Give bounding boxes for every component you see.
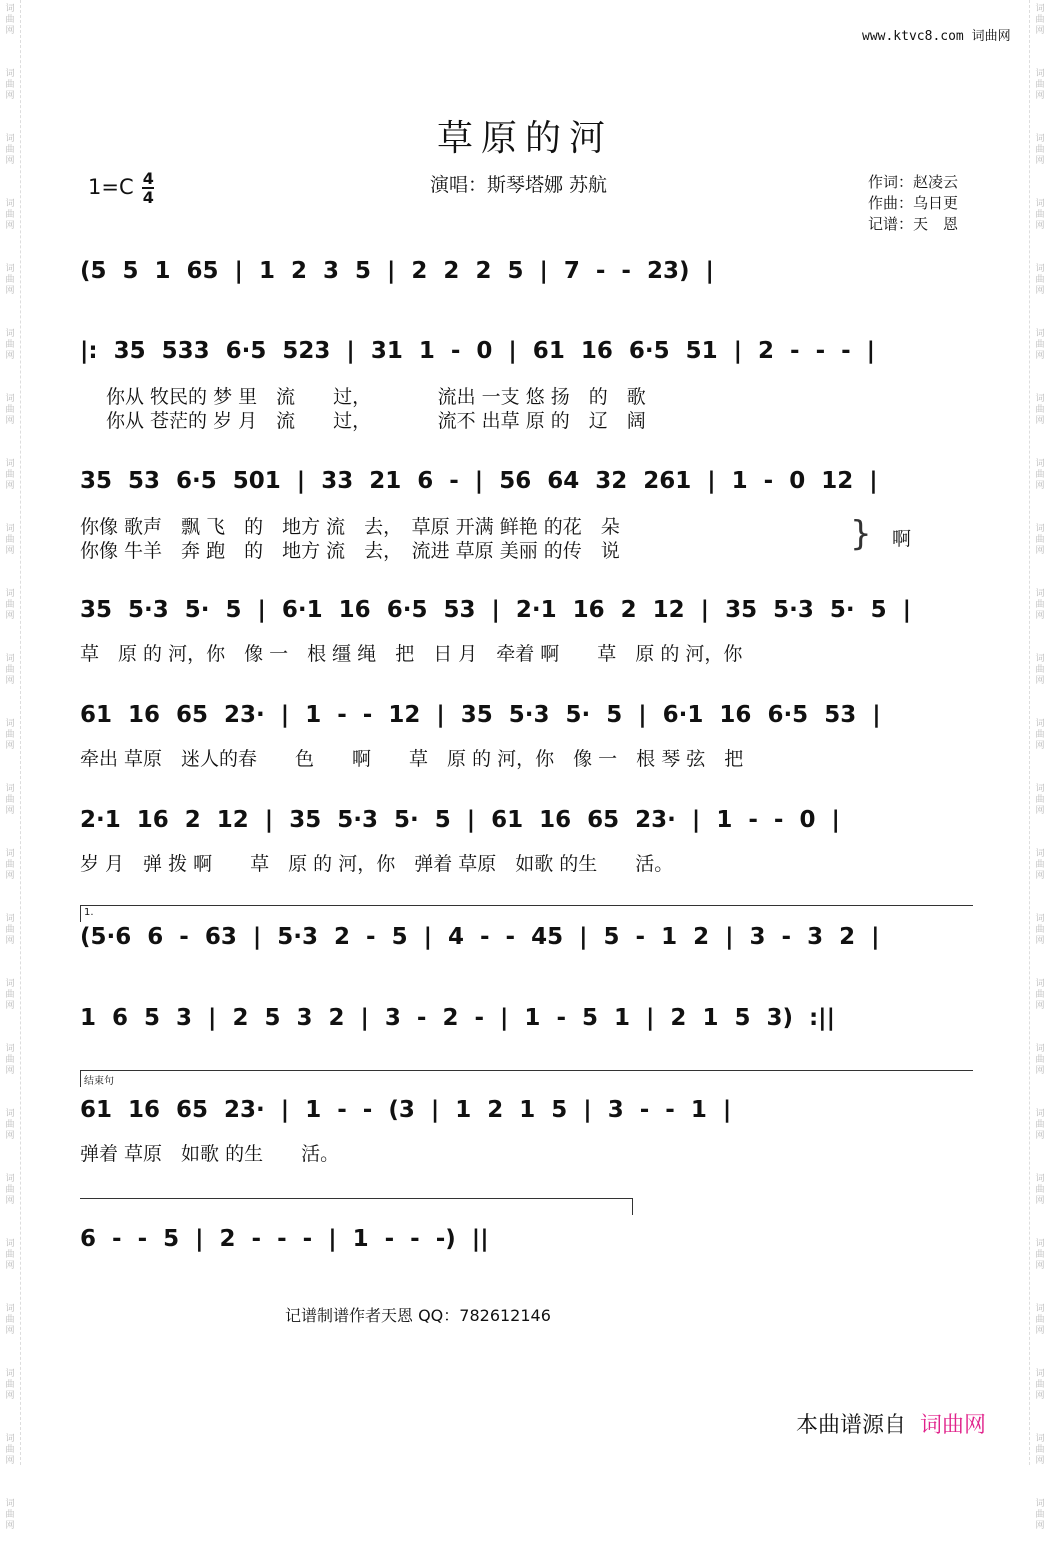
watermark-text: 词 曲 网 [1035, 654, 1045, 686]
key-signature [88, 170, 154, 206]
lyricist: 作词：赵凌云 [868, 173, 959, 191]
watermark-text: 词 曲 网 [5, 1174, 15, 1206]
lyric-line: 弹着 草原 如歌 的生 活。 [80, 1143, 340, 1165]
watermark-text: 词 曲 网 [5, 1434, 15, 1466]
lyric-verse-2: 你从 苍茫的 岁 月 流 过， 流不 出草 原 的 辽 阔 [106, 410, 646, 432]
notes-line: 1 6 5 3 | 2 5 3 2 | 3 - 2 - | 1 - 5 1 | 2 1 5 3) :|| [80, 1005, 835, 1031]
watermark-text: 词 曲 网 [1035, 589, 1045, 621]
watermark-text: 词 曲 网 [5, 654, 15, 686]
watermark-text: 词 曲 网 [5, 134, 15, 166]
coda-bracket [80, 1070, 973, 1087]
source-note [796, 1408, 986, 1439]
volta-bracket [80, 905, 973, 922]
watermark-text: 词 曲 网 [5, 4, 15, 36]
watermark-text: 词 曲 网 [5, 394, 15, 426]
song-title: 草原的河 [436, 118, 613, 159]
watermark-text: 词 曲 网 [1035, 1109, 1045, 1141]
key-label: 1=C [88, 175, 134, 199]
watermark-text: 词 曲 网 [5, 1304, 15, 1336]
watermark-text: 词 曲 网 [5, 849, 15, 881]
transcriber: 记谱：天 恩 [868, 215, 959, 233]
watermark-text: 词 曲 网 [5, 1044, 15, 1076]
watermark-text: 词 曲 网 [5, 1109, 15, 1141]
lyric-verse-2: 你像 牛羊 奔 跑 的 地方 流 去， 流进 草原 美丽 的传 说 [80, 540, 620, 562]
watermark-text: 词 曲 网 [1035, 1174, 1045, 1206]
watermark-text: 词 曲 网 [5, 589, 15, 621]
notes-line: 2·1 16 2 12 | 35 5·3 5· 5 | 61 16 65 23· | 1 - - 0 | [80, 807, 840, 833]
source-brand-link[interactable]: 词曲网 [920, 1413, 987, 1438]
watermark-text: 词 曲 网 [1035, 1304, 1045, 1336]
watermark-text: 词 曲 网 [5, 1239, 15, 1271]
watermark-text: 词 曲 网 [1035, 1369, 1045, 1401]
notes-line: (5·6 6 - 63 | 5·3 2 - 5 | 4 - - 45 | 5 - 1 2 | 3 - 3 2 | [80, 924, 880, 950]
watermark-text: 词 曲 网 [1035, 329, 1045, 361]
watermark-text: 词 曲 网 [5, 199, 15, 231]
lyric-verse-1: 你像 歌声 飘 飞 的 地方 流 去， 草原 开满 鲜艳 的花 朵 [80, 516, 620, 538]
watermark-text: 词 曲 网 [1035, 1239, 1045, 1271]
watermark-strip-left [0, 0, 21, 1531]
watermark-strip-right [1029, 0, 1050, 1531]
notes-line: 35 53 6·5 501 | 33 21 6 - | 56 64 32 261 | 1 - 0 12 | [80, 468, 878, 494]
credits [868, 172, 958, 235]
lyric-verse-1: 你从 牧民的 梦 里 流 过， 流出 一支 悠 扬 的 歌 [106, 386, 646, 408]
watermark-text: 词 曲 网 [5, 784, 15, 816]
watermark-text: 词 曲 网 [5, 979, 15, 1011]
watermark-text: 词 曲 网 [1035, 524, 1045, 556]
notes-line: 35 5·3 5· 5 | 6·1 16 6·5 53 | 2·1 16 2 12 | 35 5·3 5· 5 | [80, 597, 911, 623]
site-url[interactable]: www.ktvc8.com 词曲网 [862, 29, 1011, 44]
notes-line: |: 35 533 6·5 523 | 31 1 - 0 | 61 16 6·5 51 | 2 - - - | [80, 338, 876, 364]
watermark-text: 词 曲 网 [1035, 979, 1045, 1011]
watermark-text: 词 曲 网 [1035, 1044, 1045, 1076]
watermark-text: 词 曲 网 [1035, 849, 1045, 881]
time-signature [142, 170, 154, 206]
watermark-text: 词 曲 网 [5, 329, 15, 361]
watermark-text: 词 曲 网 [5, 459, 15, 491]
watermark-text: 词 曲 网 [1035, 459, 1045, 491]
watermark-text: 词 曲 网 [1035, 719, 1045, 751]
watermark-text: 词 曲 网 [5, 914, 15, 946]
time-bottom: 4 [142, 188, 154, 207]
lyric-line: 牵出 草原 迷人的春 色 啊 草 原 的 河，你 像 一 根 琴 弦 把 [80, 748, 744, 770]
notes-line: 61 16 65 23· | 1 - - 12 | 35 5·3 5· 5 | 6·1 16 6·5 53 | [80, 702, 881, 728]
notes-line: (5 5 1 65 | 1 2 3 5 | 2 2 2 5 | 7 - - 23) | [80, 258, 714, 284]
watermark-text: 词 曲 网 [1035, 199, 1045, 231]
watermark-text: 词 曲 网 [1035, 784, 1045, 816]
final-bracket [80, 1198, 633, 1215]
watermark-text: 词 曲 网 [5, 524, 15, 556]
lyric-line: 岁 月 弹 拨 啊 草 原 的 河，你 弹着 草原 如歌 的生 活。 [80, 853, 674, 875]
watermark-text: 词 曲 网 [1035, 914, 1045, 946]
watermark-text: 词 曲 网 [1035, 264, 1045, 296]
watermark-text: 词 曲 网 [1035, 134, 1045, 166]
watermark-text: 词 曲 网 [1035, 1434, 1045, 1466]
time-top: 4 [142, 169, 154, 188]
watermark-text: 词 曲 网 [5, 1499, 15, 1531]
notes-line: 61 16 65 23· | 1 - - (3 | 1 2 1 5 | 3 - - 1 | [80, 1097, 732, 1123]
volta-label: 1. [84, 907, 94, 918]
composer: 作曲：乌日更 [868, 194, 959, 212]
watermark-text: 词 曲 网 [1035, 394, 1045, 426]
singer: 演唱：斯琴塔娜 苏航 [430, 174, 608, 196]
lyric-tail: 啊 [892, 528, 912, 550]
watermark-text: 词 曲 网 [1035, 4, 1045, 36]
watermark-text: 词 曲 网 [5, 69, 15, 101]
watermark-text: 词 曲 网 [5, 1369, 15, 1401]
footer-credit: 记谱制谱作者天恩 QQ：782612146 [285, 1306, 551, 1325]
coda-label: 结束句 [84, 1076, 114, 1087]
brace: } [850, 514, 872, 554]
notes-line: 6 - - 5 | 2 - - - | 1 - - -) || [80, 1226, 489, 1252]
watermark-text: 词 曲 网 [5, 719, 15, 751]
watermark-text: 词 曲 网 [5, 264, 15, 296]
lyric-line: 草 原 的 河，你 像 一 根 缰 绳 把 日 月 牵着 啊 草 原 的 河，你 [80, 643, 743, 665]
watermark-text: 词 曲 网 [1035, 69, 1045, 101]
watermark-text: 词 曲 网 [1035, 1499, 1045, 1531]
source-text: 本曲谱源自 [796, 1413, 907, 1438]
